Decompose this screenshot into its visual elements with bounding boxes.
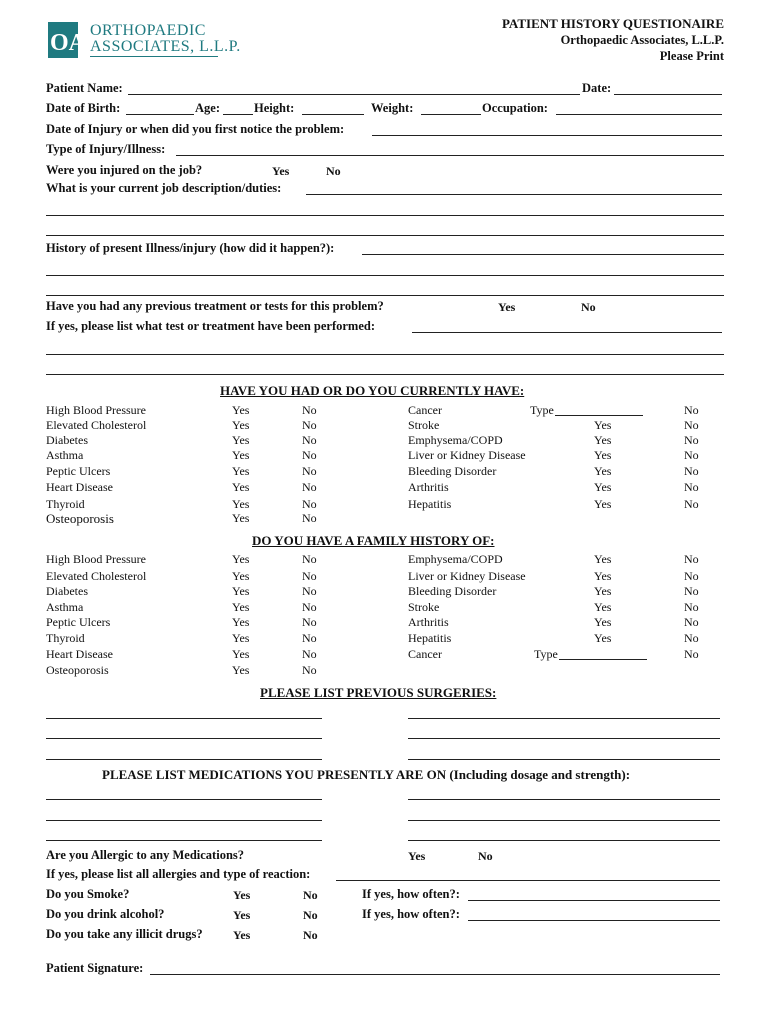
logo (48, 22, 241, 62)
condition-yes-option[interactable]: Yes (594, 631, 612, 645)
history-present-field[interactable] (362, 254, 724, 255)
job-description-line-3[interactable] (46, 235, 724, 236)
condition-label: Stroke (408, 600, 440, 614)
logo-monogram: OA (50, 30, 86, 56)
type-of-injury-label: Type of Injury/Illness: (46, 142, 166, 156)
condition-label: Thyroid (46, 631, 85, 645)
signature-label: Patient Signature: (46, 961, 144, 975)
condition-label: Cancer (408, 403, 442, 417)
condition-no-option[interactable]: No (684, 448, 699, 462)
medication-line-left-3[interactable] (46, 840, 322, 841)
weight-label: Weight: (371, 101, 414, 115)
injured-on-job-label: Were you injured on the job? (46, 163, 203, 177)
condition-label: High Blood Pressure (46, 403, 146, 417)
logo-line-2: ASSOCIATES, L.L.P. (90, 38, 241, 55)
condition-yes-option[interactable]: Yes (232, 647, 250, 661)
weight-field[interactable] (421, 114, 481, 115)
date-of-injury-label: Date of Injury or when did you first notice the problem: (46, 122, 345, 136)
condition-label: Osteoporosis (46, 663, 109, 677)
condition-label: Osteoporosis (46, 511, 114, 526)
smoke-yes[interactable]: Yes (233, 888, 251, 902)
date-of-injury-field[interactable] (372, 135, 722, 136)
age-label: Age: (195, 101, 220, 115)
medication-line-right-1[interactable] (408, 799, 720, 800)
dob-field[interactable] (126, 114, 194, 115)
patient-name-label: Patient Name: (46, 81, 123, 95)
medications-heading: PLEASE LIST MEDICATIONS YOU PRESENTLY ARE ON (Including dosage and strength): (102, 767, 631, 782)
smoke-how-often-field[interactable] (468, 900, 720, 901)
occupation-field[interactable] (556, 114, 722, 115)
condition-no-option[interactable]: No (684, 569, 699, 583)
history-present-line-3[interactable] (46, 295, 724, 296)
condition-no-option[interactable]: No (684, 480, 699, 494)
list-tests-field[interactable] (412, 332, 722, 333)
condition-yes-option[interactable]: Yes (594, 615, 612, 629)
condition-label: Cancer (408, 647, 442, 661)
patient-name-field[interactable] (128, 94, 580, 95)
form-title: PATIENT HISTORY QUESTIONAIRE (501, 16, 724, 31)
logo-rule (90, 56, 218, 57)
surgery-line-left-2[interactable] (46, 738, 322, 739)
condition-no-option[interactable]: No (684, 647, 699, 661)
surgery-line-right-2[interactable] (408, 738, 720, 739)
condition-label: Hepatitis (408, 631, 452, 645)
condition-label: High Blood Pressure (46, 552, 146, 566)
condition-no-option[interactable]: No (302, 418, 317, 432)
condition-no-option[interactable]: No (684, 433, 699, 447)
condition-yes-option[interactable]: Yes (232, 511, 250, 525)
condition-no-option[interactable]: No (684, 552, 699, 566)
height-field[interactable] (302, 114, 364, 115)
condition-yes-option[interactable]: Yes (594, 569, 612, 583)
condition-yes-option[interactable]: Yes (594, 552, 612, 566)
alcohol-no[interactable]: No (303, 908, 318, 922)
medication-line-left-2[interactable] (46, 820, 322, 821)
alcohol-how-often-label: If yes, how often?: (362, 907, 460, 921)
logo-line-1: ORTHOPAEDIC (90, 22, 206, 39)
date-label: Date: (582, 81, 612, 95)
job-description-label: What is your current job description/duties: (46, 181, 282, 195)
condition-no-option[interactable]: No (302, 647, 317, 661)
job-description-line-2[interactable] (46, 215, 724, 216)
previous-treatment-yes[interactable]: Yes (498, 300, 516, 314)
condition-no-option[interactable]: No (302, 511, 317, 525)
smoke-how-often-label: If yes, how often?: (362, 887, 460, 901)
alcohol-how-often-field[interactable] (468, 920, 720, 921)
condition-yes-option[interactable]: Yes (594, 584, 612, 598)
condition-yes-option[interactable]: Yes (594, 497, 612, 511)
surgery-line-left-3[interactable] (46, 759, 322, 760)
cancer-type-label: Type (534, 647, 558, 661)
condition-yes-option[interactable]: Yes (594, 448, 612, 462)
job-description-field[interactable] (306, 194, 722, 195)
previous-treatment-no[interactable]: No (581, 300, 596, 314)
condition-yes-option[interactable]: Yes (232, 569, 250, 583)
condition-label: Peptic Ulcers (46, 464, 111, 478)
condition-no-option[interactable]: No (302, 615, 317, 629)
condition-no-option[interactable]: No (302, 403, 317, 417)
condition-yes-option[interactable]: Yes (232, 584, 250, 598)
condition-label: Thyroid (46, 497, 85, 511)
history-present-line-2[interactable] (46, 275, 724, 276)
condition-label: Diabetes (46, 584, 88, 598)
print-instruction: Please Print (659, 49, 724, 63)
smoke-label: Do you Smoke? (46, 887, 130, 901)
condition-yes-option[interactable]: Yes (232, 615, 250, 629)
alcohol-yes[interactable]: Yes (233, 908, 251, 922)
list-tests-line-3[interactable] (46, 374, 724, 375)
condition-yes-option[interactable]: Yes (232, 433, 250, 447)
condition-yes-option[interactable]: Yes (594, 418, 612, 432)
condition-yes-option[interactable]: Yes (232, 663, 250, 677)
condition-label: Arthritis (408, 480, 449, 494)
condition-label: Liver or Kidney Disease (408, 448, 526, 462)
condition-yes-option[interactable]: Yes (232, 480, 250, 494)
cancer-type-label: Type (530, 403, 554, 417)
condition-no-option[interactable]: No (302, 448, 317, 462)
drugs-no[interactable]: No (303, 928, 318, 942)
medication-line-right-2[interactable] (408, 820, 720, 821)
condition-yes-option[interactable]: Yes (232, 418, 250, 432)
history-present-label: History of present Illness/injury (how did it happen?): (46, 241, 335, 255)
condition-no-option[interactable]: No (684, 600, 699, 614)
family-history-heading: DO YOU HAVE A FAMILY HISTORY OF: (252, 533, 495, 548)
drugs-label: Do you take any illicit drugs? (46, 927, 203, 941)
condition-no-option[interactable]: No (302, 631, 317, 645)
current-conditions-heading: HAVE YOU HAD OR DO YOU CURRENTLY HAVE: (220, 383, 525, 398)
condition-no-option[interactable]: No (302, 663, 317, 677)
condition-no-option[interactable]: No (302, 552, 317, 566)
condition-yes-option[interactable]: Yes (232, 631, 250, 645)
condition-label: Emphysema/COPD (408, 433, 503, 447)
allergies-list-field[interactable] (336, 880, 720, 881)
surgery-line-right-3[interactable] (408, 759, 720, 760)
height-label: Height: (254, 101, 295, 115)
condition-label: Bleeding Disorder (408, 464, 497, 478)
condition-no-option[interactable]: No (302, 584, 317, 598)
condition-yes-option[interactable]: Yes (232, 600, 250, 614)
condition-no-option[interactable]: No (684, 497, 699, 511)
date-field[interactable] (614, 94, 722, 95)
injured-on-job-no[interactable]: No (326, 164, 341, 178)
condition-label: Peptic Ulcers (46, 615, 111, 629)
condition-label: Asthma (46, 448, 84, 462)
occupation-label: Occupation: (482, 101, 548, 115)
condition-no-option[interactable]: No (302, 464, 317, 478)
age-field[interactable] (223, 114, 253, 115)
allergic-label: Are you Allergic to any Medications? (46, 848, 245, 862)
cancer-type-field[interactable] (559, 659, 647, 660)
condition-yes-option[interactable]: Yes (594, 464, 612, 478)
condition-no-option[interactable]: No (302, 600, 317, 614)
allergic-yes[interactable]: Yes (408, 849, 426, 863)
allergic-no[interactable]: No (478, 849, 493, 863)
condition-label: Elevated Cholesterol (46, 569, 147, 583)
condition-no-option[interactable]: No (684, 615, 699, 629)
condition-no-option[interactable]: No (684, 403, 699, 417)
previous-treatment-label: Have you had any previous treatment or tests for this problem? (46, 299, 384, 313)
drugs-yes[interactable]: Yes (233, 928, 251, 942)
medication-line-right-3[interactable] (408, 840, 720, 841)
condition-yes-option[interactable]: Yes (232, 464, 250, 478)
form-subtitle: Orthopaedic Associates, L.L.P. (560, 33, 724, 47)
logo-mark-icon (48, 22, 88, 60)
condition-no-option[interactable]: No (302, 433, 317, 447)
condition-no-option[interactable]: No (684, 584, 699, 598)
condition-label: Bleeding Disorder (408, 584, 497, 598)
alcohol-label: Do you drink alcohol? (46, 907, 165, 921)
type-of-injury-field[interactable] (176, 155, 724, 156)
condition-no-option[interactable]: No (684, 418, 699, 432)
cancer-type-field[interactable] (555, 415, 643, 416)
dob-label: Date of Birth: (46, 101, 121, 115)
condition-label: Heart Disease (46, 647, 113, 661)
allergies-list-label: If yes, please list all allergies and type of reaction: (46, 867, 311, 881)
condition-no-option[interactable]: No (302, 569, 317, 583)
condition-label: Diabetes (46, 433, 88, 447)
condition-label: Heart Disease (46, 480, 113, 494)
surgery-line-right-1[interactable] (408, 718, 720, 719)
smoke-no[interactable]: No (303, 888, 318, 902)
condition-label: Arthritis (408, 615, 449, 629)
condition-label: Hepatitis (408, 497, 452, 511)
signature-field[interactable] (150, 974, 720, 975)
list-tests-line-2[interactable] (46, 354, 724, 355)
condition-label: Stroke (408, 418, 440, 432)
condition-label: Elevated Cholesterol (46, 418, 147, 432)
condition-yes-option[interactable]: Yes (594, 480, 612, 494)
condition-no-option[interactable]: No (302, 480, 317, 494)
condition-yes-option[interactable]: Yes (232, 497, 250, 511)
condition-yes-option[interactable]: Yes (232, 552, 250, 566)
list-tests-label: If yes, please list what test or treatment have been performed: (46, 319, 375, 333)
condition-label: Liver or Kidney Disease (408, 569, 526, 583)
condition-yes-option[interactable]: Yes (232, 448, 250, 462)
condition-label: Emphysema/COPD (408, 552, 503, 566)
condition-label: Asthma (46, 600, 84, 614)
condition-no-option[interactable]: No (302, 497, 317, 511)
surgery-line-left-1[interactable] (46, 718, 322, 719)
condition-yes-option[interactable]: Yes (594, 600, 612, 614)
medication-line-left-1[interactable] (46, 799, 322, 800)
condition-yes-option[interactable]: Yes (232, 403, 250, 417)
condition-yes-option[interactable]: Yes (594, 433, 612, 447)
condition-no-option[interactable]: No (684, 631, 699, 645)
condition-no-option[interactable]: No (684, 464, 699, 478)
injured-on-job-yes[interactable]: Yes (272, 164, 290, 178)
surgeries-heading: PLEASE LIST PREVIOUS SURGERIES: (260, 685, 497, 700)
